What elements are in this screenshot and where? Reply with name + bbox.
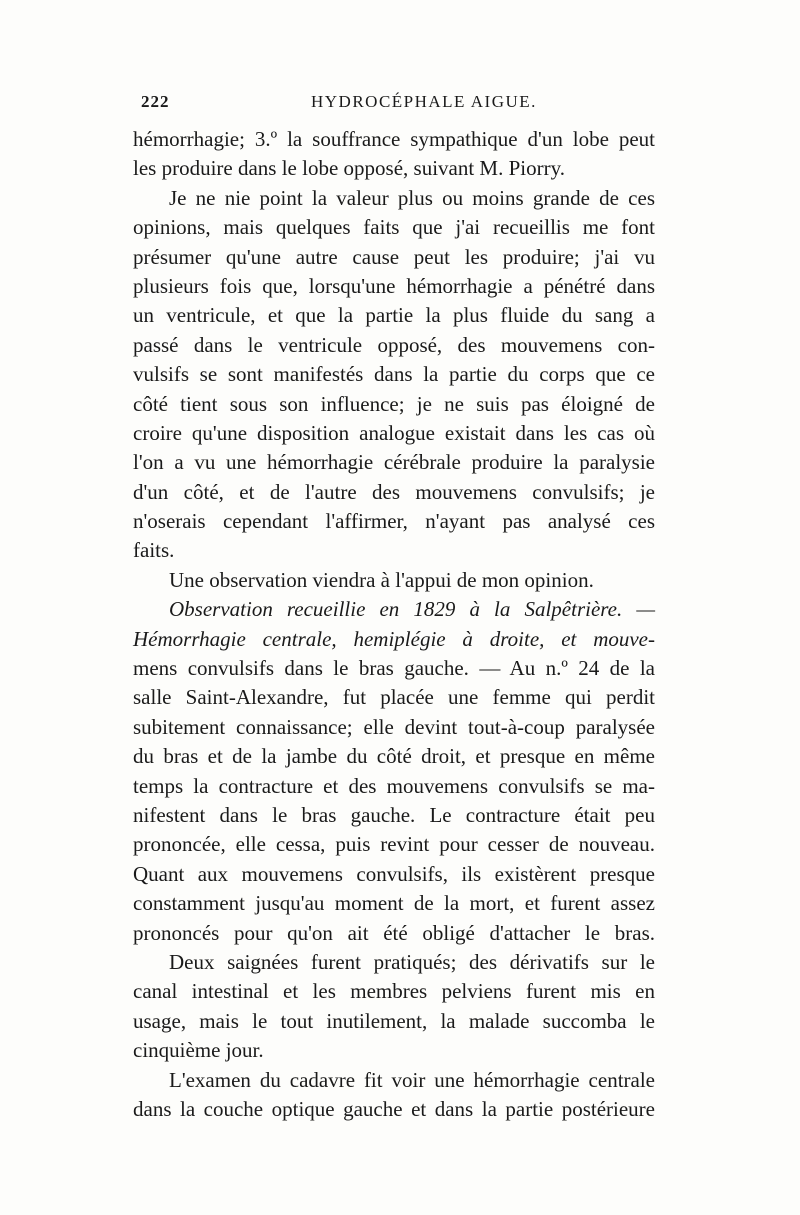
text-line: usage, mais le tout inutilement, la malade succomba le xyxy=(133,1008,655,1033)
text-line: temps la contracture et des mouvemens convulsifs se ma- xyxy=(133,773,655,798)
text-line: faits. xyxy=(133,538,175,563)
text-line: un ventricule, et que la partie la plus fluide du sang a xyxy=(133,303,655,328)
text-line: vulsifs se sont manifestés dans la partie du corps que ce xyxy=(133,362,655,387)
text-line: cinquième jour. xyxy=(133,1038,264,1063)
text-line: canal intestinal et les membres pelviens furent mis en xyxy=(133,979,655,1004)
text-line: Observation recueillie en 1829 à la Salpêtrière. — xyxy=(169,597,655,622)
text-line: prononcés pour qu'on ait été obligé d'attacher le bras. xyxy=(133,920,655,945)
text-line: passé dans le ventricule opposé, des mouvemens con- xyxy=(133,332,655,357)
text-line: prononcée, elle cessa, puis revint pour cesser de nouveau. xyxy=(133,832,655,857)
text-line: nifestent dans le bras gauche. Le contracture était peu xyxy=(133,802,655,827)
text-line: présumer qu'une autre cause peut les produire; j'ai vu xyxy=(133,244,655,269)
text-line: croire qu'une disposition analogue existait dans les cas où xyxy=(133,420,655,445)
text-line: constamment jusqu'au moment de la mort, et furent assez xyxy=(133,891,655,916)
text-line: Je ne nie point la valeur plus ou moins grande de ces xyxy=(169,185,655,210)
text-line: Une observation viendra à l'appui de mon opinion. xyxy=(169,567,594,592)
text-line: Hémorrhagie centrale, hemiplégie à droite, et mouve- xyxy=(133,626,655,651)
running-title: HYDROCÉPHALE AIGUE. xyxy=(311,92,537,111)
text-line: l'on a vu une hémorrhagie cérébrale produire la paralysie xyxy=(133,450,655,475)
text-line: les produire dans le lobe opposé, suivant M. Piorry. xyxy=(133,156,565,181)
text-line: plusieurs fois que, lorsqu'une hémorrhagie a pénétré dans xyxy=(133,273,655,298)
text-line: Deux saignées furent pratiqués; des dérivatifs sur le xyxy=(169,949,655,974)
text-line: opinions, mais quelques faits que j'ai recueillis me font xyxy=(133,215,655,240)
text-line: côté tient sous son influence; je ne suis pas éloigné de xyxy=(133,391,655,416)
text-line: subitement connaissance; elle devint tout-à-coup paralysée xyxy=(133,714,655,739)
text-line: d'un côté, et de l'autre des mouvemens convulsifs; je xyxy=(133,479,655,504)
text-line: Quant aux mouvemens convulsifs, ils existèrent presque xyxy=(133,861,655,886)
text-line: L'examen du cadavre fit voir une hémorrhagie centrale xyxy=(169,1067,655,1092)
text-line: hémorrhagie; 3.º la souffrance sympathique d'un lobe peut xyxy=(133,127,655,151)
page-number: 222 xyxy=(141,92,170,111)
text-line: dans la couche optique gauche et dans la partie postérieure xyxy=(133,1096,655,1121)
running-head xyxy=(133,92,653,122)
body-text xyxy=(133,125,655,1124)
text-line: mens convulsifs dans le bras gauche. — Au n.º 24 de la xyxy=(133,656,655,681)
text-line: salle Saint-Alexandre, fut placée une femme qui perdit xyxy=(133,685,655,710)
text-line: du bras et de la jambe du côté droit, et presque en même xyxy=(133,744,655,769)
text-line: n'oserais cependant l'affirmer, n'ayant pas analysé ces xyxy=(133,509,655,534)
